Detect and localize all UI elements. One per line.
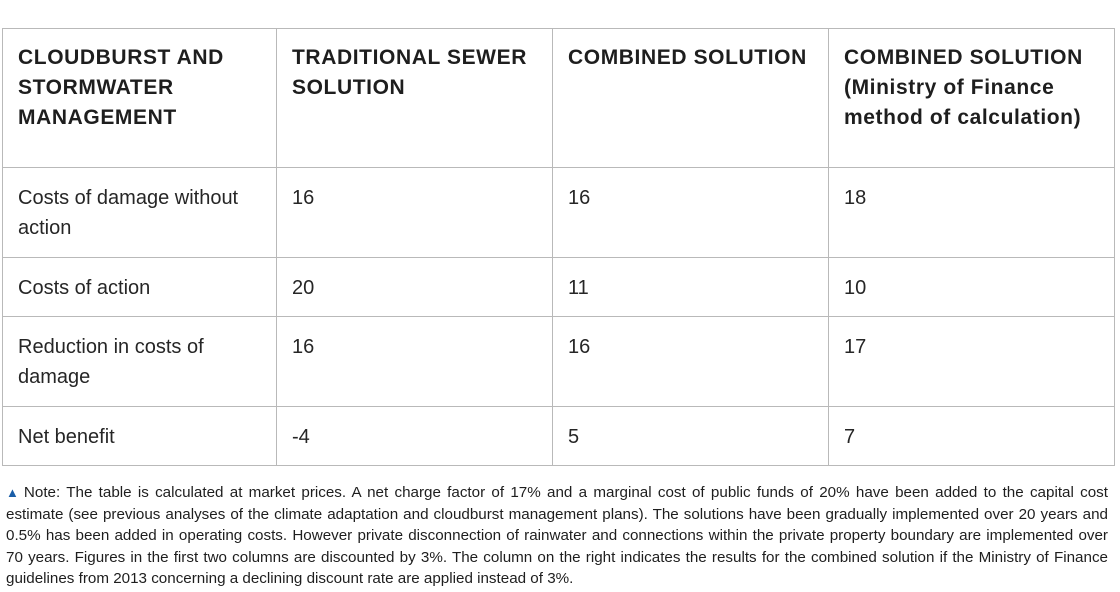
note-text: Note: The table is calculated at market prices. A net charge factor of 17% and a marginal cost of public funds of 20% have been added to the capital cost estimate (see previous analyses of the climate adaptation and cloudburst management plans). The solutions have been gradually implemented over 20 years and 0.5% has been added in operating costs. However private disconnection of rainwater and connections within the private property boundary are implemented over 70 years. Figures in the first two columns are discounted by 3%. The column on the right indicates the results for the combined solution if the Ministry of Finance guidelines from 2013 concerning a declining discount rate are applied instead of 3%. xyxy=(6,484,1108,587)
table-cell: 20 xyxy=(277,258,553,317)
column-header: CLOUDBURST AND STORMWATER MANAGEMENT xyxy=(3,29,277,168)
table-note xyxy=(6,482,1108,590)
table-cell: 16 xyxy=(277,168,553,258)
table-cell: 11 xyxy=(553,258,829,317)
table-container xyxy=(2,28,1114,466)
row-label: Net benefit xyxy=(3,407,277,466)
table-cell: 16 xyxy=(553,168,829,258)
row-label: Costs of damage without action xyxy=(3,168,277,258)
triangle-bullet-icon: ▲ xyxy=(6,485,21,500)
table-cell: 16 xyxy=(277,317,553,407)
column-header: COMBINED SOLUTION xyxy=(553,29,829,168)
table-cell: 18 xyxy=(829,168,1115,258)
table-row xyxy=(3,168,1115,258)
table-cell: -4 xyxy=(277,407,553,466)
column-header: TRADITIONAL SEWER SOLUTION xyxy=(277,29,553,168)
table-row xyxy=(3,317,1115,407)
row-label: Costs of action xyxy=(3,258,277,317)
cost-benefit-table xyxy=(2,28,1115,466)
table-cell: 16 xyxy=(553,317,829,407)
row-label: Reduction in costs of damage xyxy=(3,317,277,407)
table-row xyxy=(3,258,1115,317)
column-header: COMBINED SOLUTION (Ministry of Finance method of calculation) xyxy=(829,29,1115,168)
table-cell: 10 xyxy=(829,258,1115,317)
table-row xyxy=(3,407,1115,466)
table-cell: 7 xyxy=(829,407,1115,466)
table-cell: 5 xyxy=(553,407,829,466)
table-cell: 17 xyxy=(829,317,1115,407)
table-header-row xyxy=(3,29,1115,168)
